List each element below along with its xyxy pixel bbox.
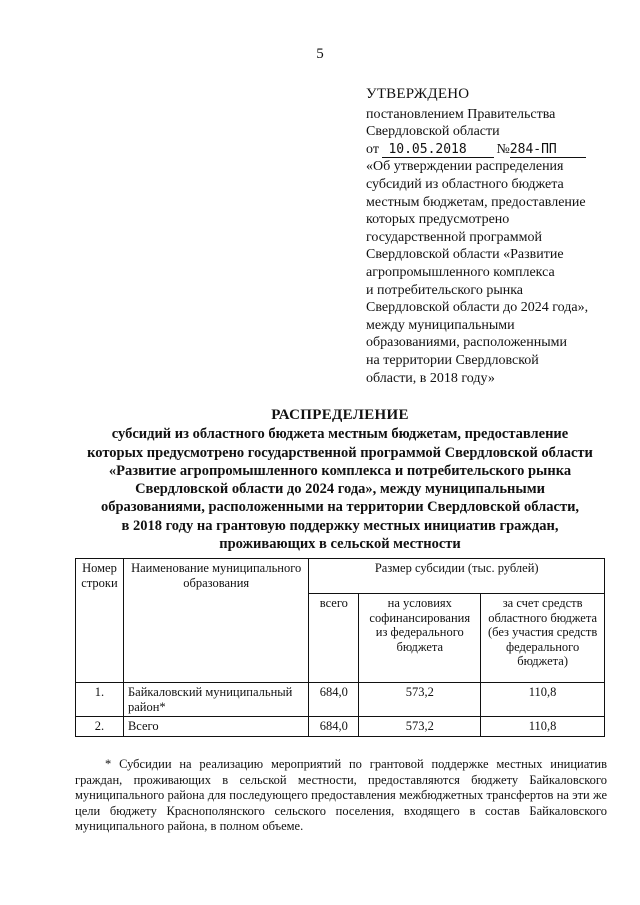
approval-number: 284-ПП bbox=[510, 142, 586, 158]
approval-title-line: и потребительского рынка bbox=[366, 282, 524, 298]
title-line: образованиями, расположенными на территории Свердловской области, bbox=[100, 499, 580, 516]
approval-line-1: постановлением Правительства bbox=[366, 106, 556, 122]
number-sign: № bbox=[496, 141, 510, 157]
cell-name: Байкаловский муниципальный район* bbox=[123, 683, 308, 717]
approval-title-line: которых предусмотрено bbox=[366, 212, 510, 228]
title-line: «Развитие агропромышленного комплекса и потребительского рынка bbox=[108, 462, 572, 479]
document-title bbox=[40, 406, 640, 553]
approval-title-line: Свердловской области «Развитие bbox=[366, 247, 564, 263]
approval-title-line: агропромышленного комплекса bbox=[366, 264, 555, 280]
cell-num: 1. bbox=[76, 683, 124, 717]
cell-total: 684,0 bbox=[309, 683, 359, 717]
title-line: которых предусмотрено государственной программой Свердловской области bbox=[87, 444, 593, 461]
cell-regional: 110,8 bbox=[481, 717, 605, 737]
title-main: РАСПРЕДЕЛЕНИЕ bbox=[271, 407, 409, 423]
approval-heading: УТВЕРЖДЕНО bbox=[366, 86, 470, 102]
title-line: Свердловской области до 2024 года», между муниципальными bbox=[135, 481, 545, 498]
header-row-number: Номер строки bbox=[76, 559, 124, 683]
table-header-row bbox=[76, 559, 605, 594]
subsidy-table bbox=[75, 558, 605, 737]
cell-federal: 573,2 bbox=[359, 683, 481, 717]
approval-title-line: государственной программой bbox=[366, 229, 542, 245]
footnote: * Субсидии на реализацию мероприятий по грантовой поддержке местных инициатив граждан, проживающих в сельской местности, предоставляются бюджету Байкаловского муниципального района для последующего предоставления межбюджетных трансфертов на эти же цели бюджету Краснополянского сельского поселения, входящего в состав Байкаловского муниципального района, в полном объеме. bbox=[75, 757, 607, 834]
date-prefix: от bbox=[366, 141, 379, 157]
approval-title-line: субсидий из областного бюджета bbox=[366, 176, 564, 192]
approval-title-line: местным бюджетам, предоставление bbox=[366, 194, 586, 210]
cell-federal: 573,2 bbox=[359, 717, 481, 737]
header-federal: на условиях софинансирования из федерального бюджета bbox=[359, 594, 481, 683]
approval-date: 10.05.2018 bbox=[382, 142, 494, 158]
approval-title-line: «Об утверждении распределения bbox=[366, 159, 564, 175]
approval-title-line: между муниципальными bbox=[366, 317, 515, 333]
cell-num: 2. bbox=[76, 717, 124, 737]
approval-date-line bbox=[366, 141, 628, 159]
header-regional: за счет средств областного бюджета (без участия средств федерального бюджета) bbox=[481, 594, 605, 683]
approval-title-line: на территории Свердловской bbox=[366, 352, 539, 368]
header-amount: Размер субсидии (тыс. рублей) bbox=[309, 559, 605, 594]
cell-total: 684,0 bbox=[309, 717, 359, 737]
approval-title-line: области, в 2018 году» bbox=[366, 370, 495, 386]
approval-title-line: Свердловской области до 2024 года», bbox=[366, 300, 589, 316]
approval-block bbox=[366, 86, 628, 387]
cell-name: Всего bbox=[123, 717, 308, 737]
header-total: всего bbox=[309, 594, 359, 683]
title-line: в 2018 году на грантовую поддержку местных инициатив граждан, bbox=[121, 517, 559, 534]
title-line: проживающих в сельской местности bbox=[219, 536, 461, 553]
title-line: субсидий из областного бюджета местным бюджетам, предоставление bbox=[111, 426, 569, 443]
table-row bbox=[76, 683, 605, 717]
header-municipality: Наименование муниципального образования bbox=[123, 559, 308, 683]
approval-title-line: образованиями, расположенными bbox=[366, 335, 568, 351]
page-number: 5 bbox=[316, 46, 324, 62]
cell-regional: 110,8 bbox=[481, 683, 605, 717]
table-row bbox=[76, 717, 605, 737]
approval-line-2: Свердловской области bbox=[366, 124, 500, 140]
